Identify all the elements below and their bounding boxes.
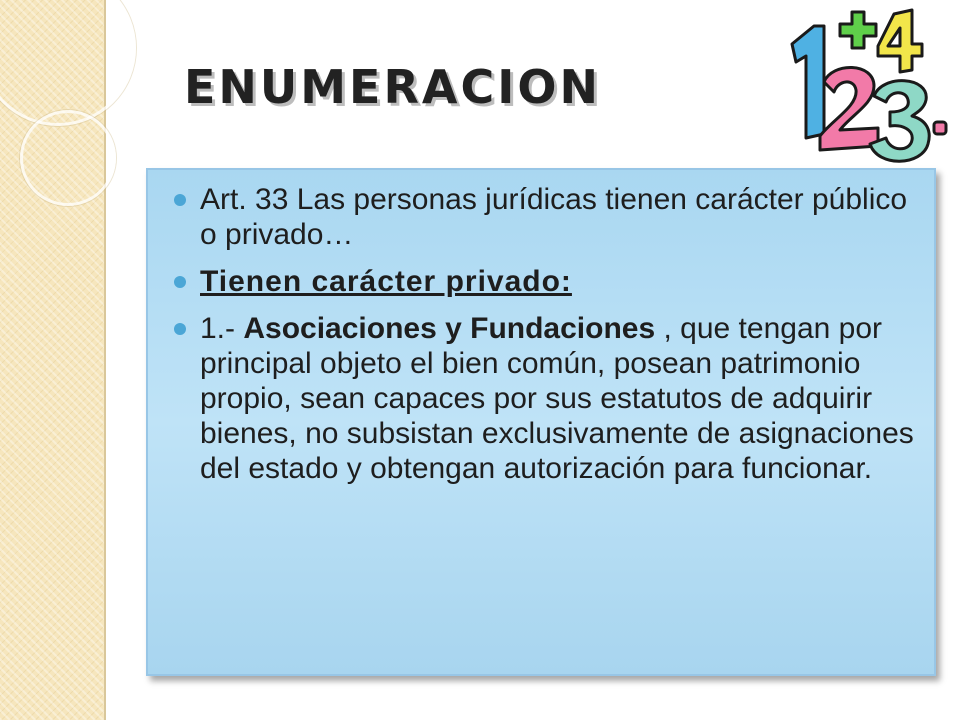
bullet-text-bold: Asociaciones y Fundaciones	[243, 312, 656, 345]
decorative-circle-small	[20, 110, 116, 206]
bullet-dot-icon	[174, 323, 186, 335]
content-box	[146, 168, 936, 676]
bullet-dot-icon	[174, 276, 186, 288]
bullet-item-associations	[174, 311, 920, 486]
bullet-text-prefix: 1.-	[200, 312, 244, 345]
decorative-circle-large	[0, 0, 136, 126]
bullet-text-article: Art. 33 Las personas jurídicas tienen carácter público o privado…	[200, 183, 908, 251]
bullet-text-heading: Tienen carácter privado:	[200, 265, 572, 298]
bullet-list	[148, 170, 934, 486]
slide-title: ENUMERACION	[184, 60, 601, 114]
bullet-item-article	[174, 182, 920, 252]
numbers-clipart-icon	[762, 4, 958, 176]
bullet-dot-icon	[174, 194, 186, 206]
bullet-text-rest: , que tengan por principal objeto el bien común, posean patrimonio propio, sean capaces por sus estatutos de adquirir bienes, no subsistan exclusivamente de asignaciones del estado y obtengan autorización para funcionar.	[200, 312, 914, 485]
bullet-item-heading	[174, 264, 920, 299]
